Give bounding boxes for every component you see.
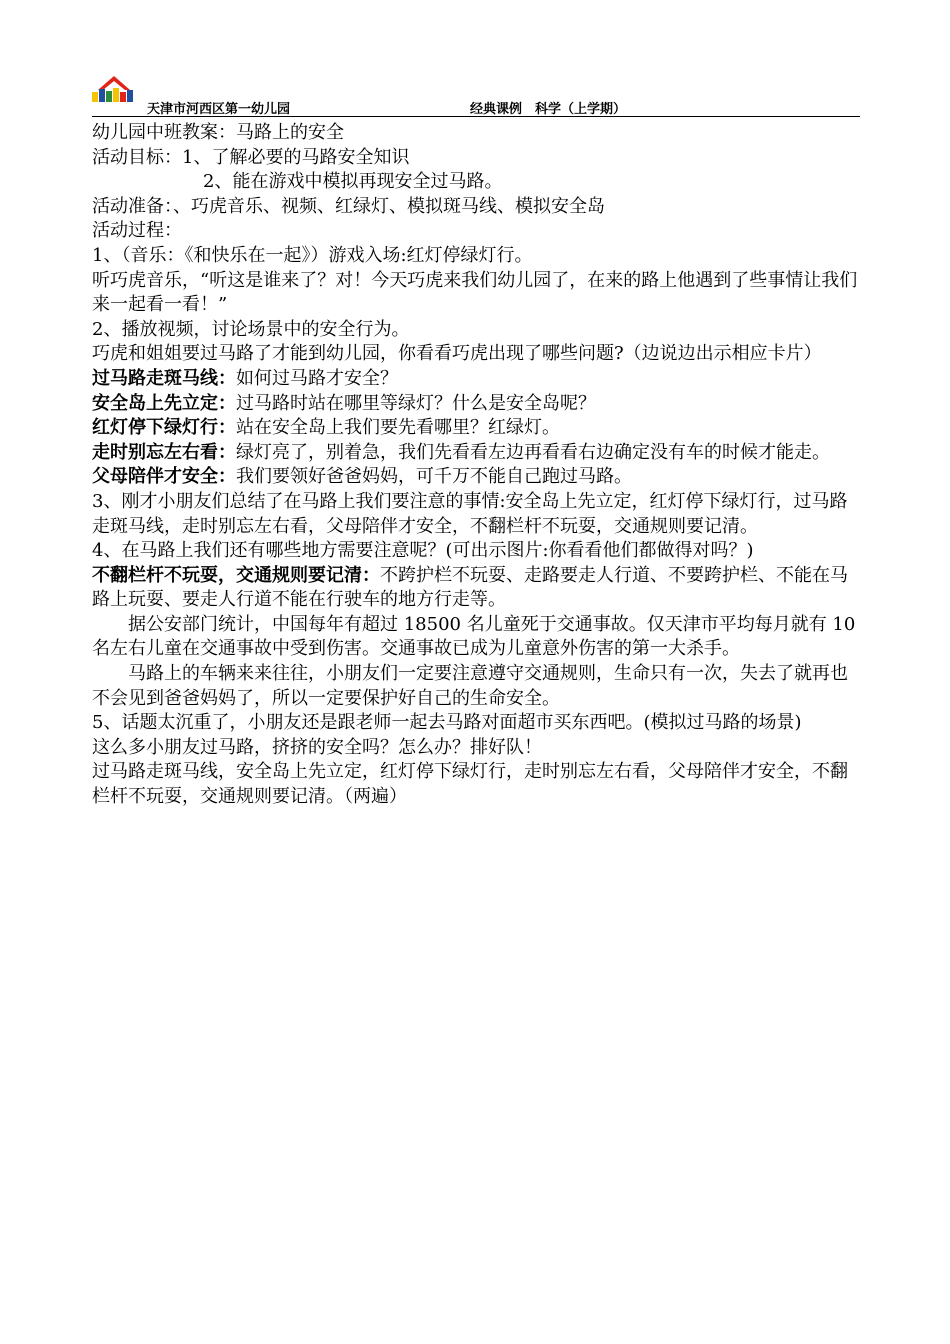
rule-look-text: 绿灯亮了，别着急，我们先看看左边再看看右边确定没有车的时候才能走。 <box>236 441 830 463</box>
rule-railing-text: 不跨护栏不玩耍、走路要走人行道、不要跨护栏、不能在马路上玩耍、要走人行道不能在行驶车的地方行走等。 <box>92 564 848 611</box>
kindergarten-logo-icon <box>92 72 138 104</box>
document-body <box>92 121 862 810</box>
lesson-title: 幼儿园中班教案：马路上的安全 <box>92 122 344 143</box>
step-5: 5、话题太沉重了，小朋友还是跟老师一起去马路对面超市买东西吧。(模拟过马路的场景) <box>92 712 802 734</box>
header-rule <box>92 116 860 117</box>
rule-railing <box>92 564 862 613</box>
advice-paragraph: 马路上的车辆来来往往，小朋友们一定要注意遵守交通规则，生命只有一次，失去了就再也不会见到爸爸妈妈了，所以一定要保护好自己的生命安全。 <box>92 663 848 709</box>
rule-light-label: 红灯停下绿灯行： <box>92 417 236 439</box>
page-header <box>92 72 860 120</box>
rule-island <box>92 392 862 417</box>
header-organization: 天津市河西区第一幼儿园 <box>147 102 291 117</box>
rule-parents-text: 我们要领好爸爸妈妈，可千万不能自己跑过马路。 <box>236 466 632 488</box>
step-4: 4、在马路上我们还有哪些地方需要注意呢？(可出示图片:你看看他们都做得对吗？) <box>92 540 754 562</box>
rule-railing-label: 不翻栏杆不玩耍，交通规则要记清： <box>92 564 380 586</box>
step-1: 1、（音乐：《和快乐在一起》）游戏入场:红灯停绿灯行。 <box>92 244 533 266</box>
rule-zebra <box>92 367 862 392</box>
preparation-line: 活动准备：、巧虎音乐、视频、红绿灯、模拟斑马线、模拟安全岛 <box>92 195 605 217</box>
step-5-detail: 这么多小朋友过马路，挤挤的安全吗？怎么办？排好队！ <box>92 736 542 758</box>
rule-zebra-label: 过马路走斑马线： <box>92 367 236 389</box>
header-category: 经典课例 科学（上学期） <box>470 102 627 117</box>
step-2: 2、播放视频，讨论场景中的安全行为。 <box>92 318 410 340</box>
rule-look <box>92 441 862 466</box>
step-2-detail: 巧虎和姐姐要过马路了才能到幼儿园，你看看巧虎出现了哪些问题?（边说边出示相应卡片） <box>92 343 822 365</box>
rule-parents <box>92 465 862 490</box>
rule-parents-label: 父母陪伴才安全： <box>92 466 236 488</box>
rule-light-text: 站在安全岛上我们要先看哪里？红绿灯。 <box>236 417 560 439</box>
step-3: 3、刚才小朋友们总结了在马路上我们要注意的事情:安全岛上先立定，红灯停下绿灯行，过马路走斑马线，走时别忘左右看，父母陪伴才安全，不翻栏杆不玩耍，交通规则要记清。 <box>92 490 848 537</box>
process-heading: 活动过程： <box>92 220 182 242</box>
rule-light <box>92 416 862 441</box>
step-1-detail: 听巧虎音乐，“听这是谁来了？对！今天巧虎来我们幼儿园了，在来的路上他遇到了些事情让我们来一起看一看！” <box>92 269 858 316</box>
statistics-paragraph: 据公安部门统计，中国每年有超过 18500 名儿童死于交通事故。仅天津市平均每月就有 10 名左右儿童在交通事故中受到伤害。交通事故已成为儿童意外伤害的第一大杀手。 <box>92 613 856 660</box>
rule-look-label: 走时别忘左右看： <box>92 441 236 463</box>
goal-line-2: 2、能在游戏中模拟再现安全过马路。 <box>203 171 503 193</box>
rule-island-label: 安全岛上先立定： <box>92 392 236 414</box>
rule-island-text: 过马路时站在哪里等绿灯？什么是安全岛呢？ <box>236 392 596 414</box>
step-5-chant: 过马路走斑马线，安全岛上先立定，红灯停下绿灯行，走时别忘左右看，父母陪伴才安全，不翻栏杆不玩耍，交通规则要记清。（两遍） <box>92 761 848 808</box>
goal-line-1: 活动目标：1、了解必要的马路安全知识 <box>92 146 410 168</box>
rule-zebra-text: 如何过马路才安全？ <box>236 367 398 389</box>
